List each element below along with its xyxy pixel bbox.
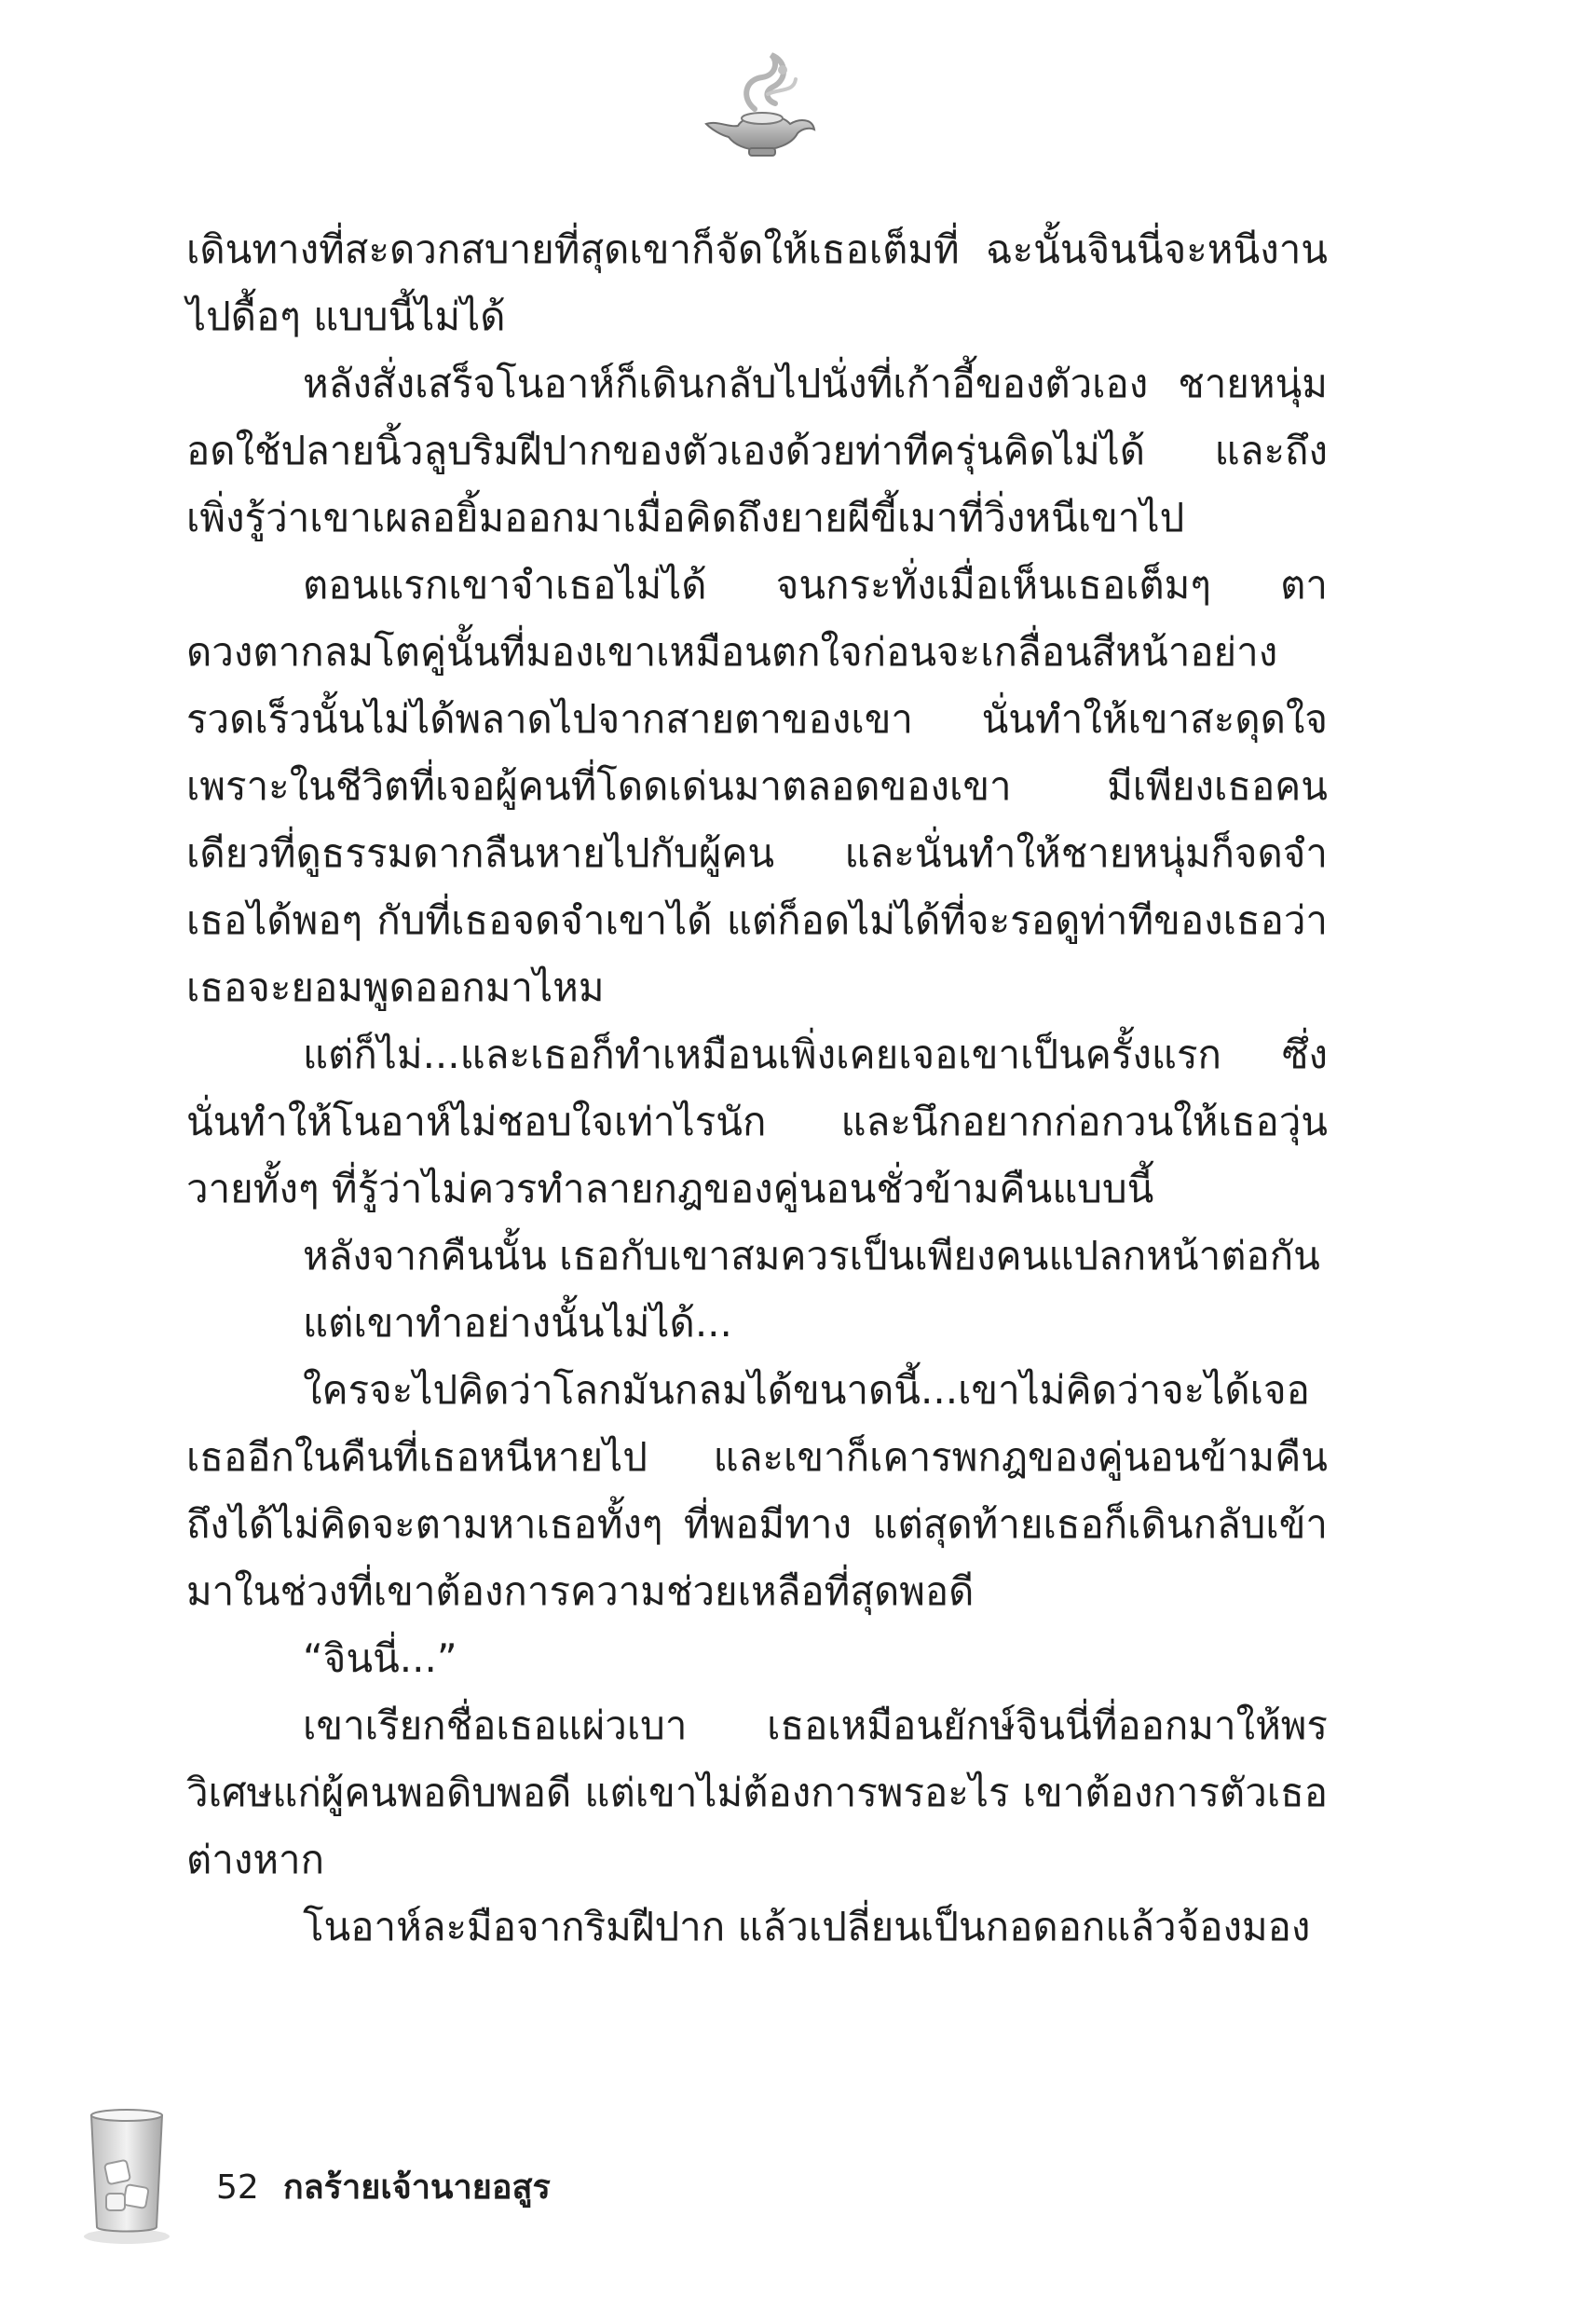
page-number: 52: [216, 2168, 259, 2207]
paragraph: เดินทางที่สะดวกสบายที่สุดเขาก็จัดให้เธอเต็มที่ ฉะนั้นจินนี่จะหนีงานไปดื้อๆ แบบนี้ไม่ได้: [186, 226, 1328, 339]
book-title: กลร้ายเจ้านายอสูร: [282, 2168, 551, 2207]
glass-icon: [78, 2097, 181, 2246]
paragraph: “จินนี่...”: [303, 1635, 457, 1681]
paragraph: หลังจากคืนนั้น เธอกับเขาสมควรเป็นเพียงคนแปลกหน้าต่อกัน: [303, 1233, 1320, 1279]
paragraph: เขาเรียกชื่อเธอแผ่วเบา เธอเหมือนยักษ์จินนี่ที่ออกมาให้พรวิเศษแก่ผู้คนพอดิบพอดี แต่เขาไม่ต้องการพรอะไร เขาต้องการตัวเธอต่างหาก: [186, 1702, 1328, 1882]
genie-lamp-icon: [689, 51, 829, 163]
paragraph: ตอนแรกเขาจำเธอไม่ได้ จนกระทั่งเมื่อเห็นเธอเต็มๆ ตา ดวงตากลมโตคู่นั้นที่มองเขาเหมือนตกใจก่อนจะเกลื่อนสีหน้าอย่างรวดเร็วนั้นไม่ได้พลาดไปจากสายตาของเขา นั่นทำให้เขาสะดุดใจ เพราะในชีวิตที่เจอผู้คนที่โดดเด่นมาตลอดของเขา มีเพียงเธอคนเดียวที่ดูธรรมดากลืนหายไปกับผู้คน และนั่นทำให้ชายหนุ่มก็จดจำเธอได้พอๆ กับที่เธอจดจำเขาได้ แต่ก็อดไม่ได้ที่จะรอดูท่าทีของเธอว่าเธอจะยอมพูดออกมาไหม: [186, 562, 1328, 1010]
paragraph: ใครจะไปคิดว่าโลกมันกลมได้ขนาดนี้...เขาไม่คิดว่าจะได้เจอเธออีกในคืนที่เธอหนีหายไป และเขาก็เคารพกฎของคู่นอนข้ามคืน ถึงได้ไม่คิดจะตามหาเธอทั้งๆ ที่พอมีทาง แต่สุดท้ายเธอก็เดินกลับเข้ามาในช่วงที่เขาต้องการความช่วยเหลือที่สุดพอดี: [186, 1367, 1328, 1614]
paragraph: แต่ก็ไม่...และเธอก็ทำเหมือนเพิ่งเคยเจอเขาเป็นครั้งแรก ซึ่งนั่นทำให้โนอาห์ไม่ชอบใจเท่าไรนัก และนึกอยากก่อกวนให้เธอวุ่นวายทั้งๆ ที่รู้ว่าไม่ควรทำลายกฎของคู่นอนชั่วข้ามคืนแบบนี้: [186, 1032, 1328, 1211]
page-footer: [216, 2160, 551, 2216]
body-text: [186, 216, 1328, 1961]
paragraph: หลังสั่งเสร็จโนอาห์ก็เดินกลับไปนั่งที่เก้าอี้ของตัวเอง ชายหนุ่มอดใช้ปลายนิ้วลูบริมฝีปากของตัวเองด้วยท่าทีครุ่นคิดไม่ได้ และถึงเพิ่งรู้ว่าเขาเผลอยิ้มออกมาเมื่อคิดถึงยายผีขี้เมาที่วิ่งหนีเขาไป: [186, 361, 1328, 540]
paragraph: โนอาห์ละมือจากริมฝีปาก แล้วเปลี่ยนเป็นกอดอกแล้วจ้องมอง: [303, 1904, 1311, 1949]
paragraph: แต่เขาทำอย่างนั้นไม่ได้...: [303, 1300, 732, 1346]
